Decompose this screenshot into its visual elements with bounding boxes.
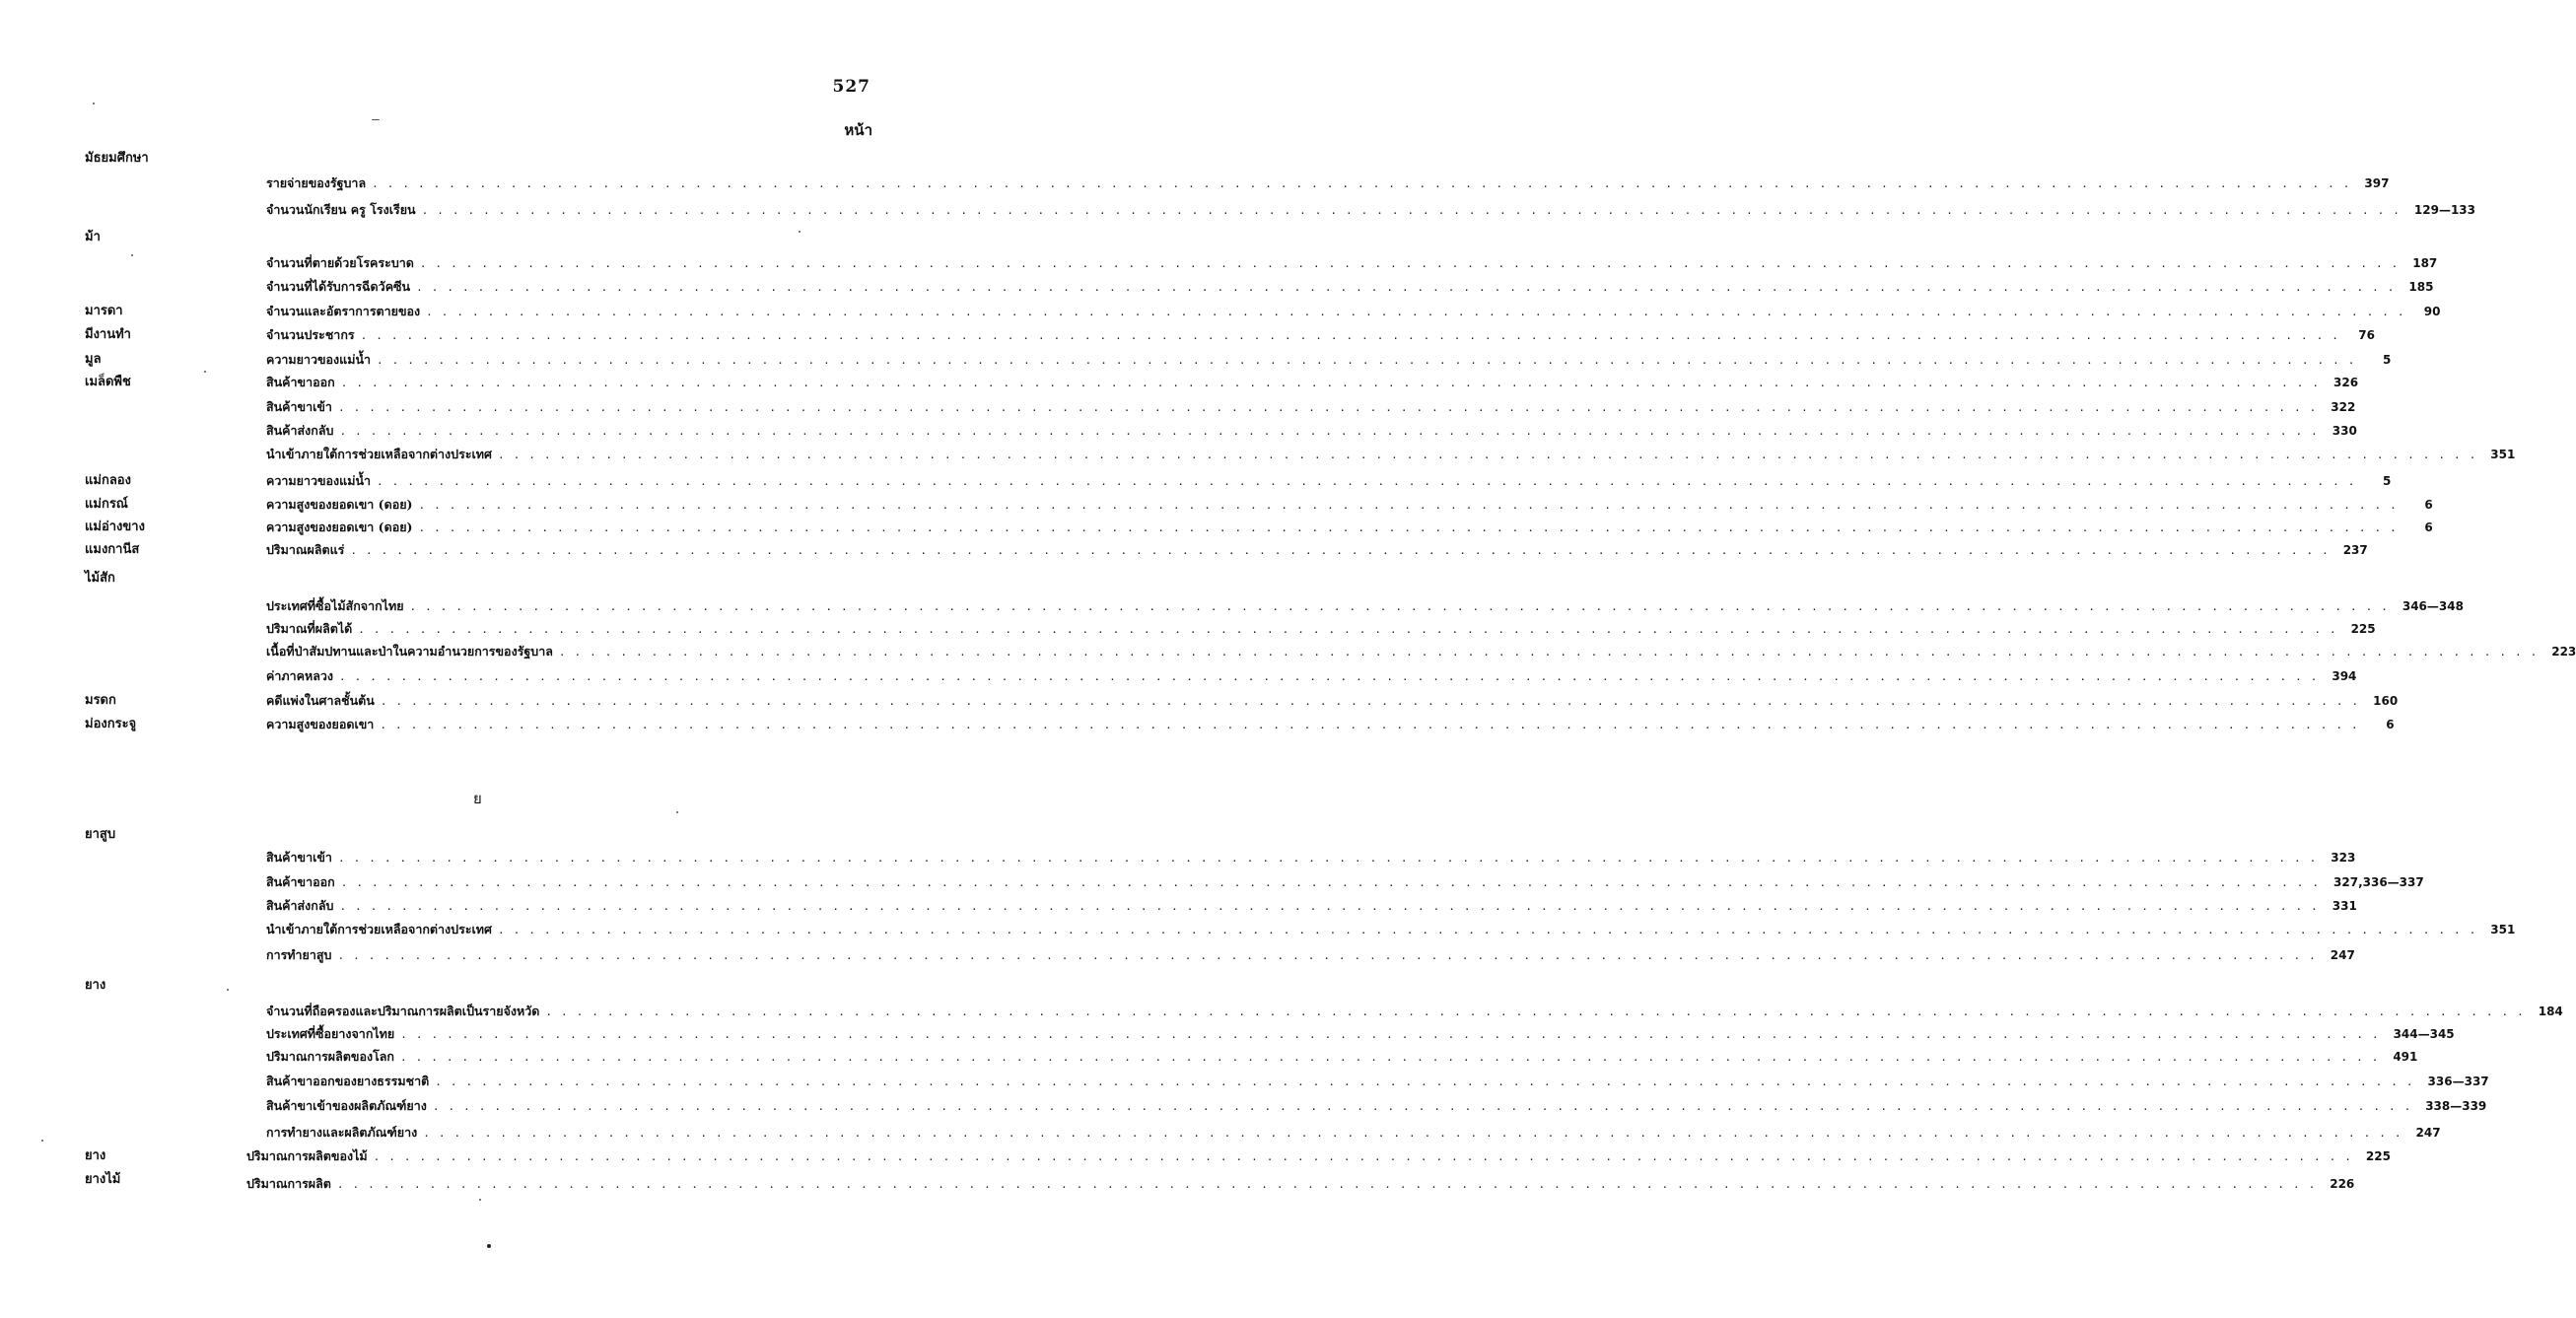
index-term: มีงานทำ	[85, 327, 131, 342]
entry-label: สินค้าส่งกลับ	[266, 898, 334, 913]
entry-page: 351	[2490, 448, 2516, 461]
index-entry	[266, 1003, 2563, 1020]
entry-page: 338—339	[2425, 1099, 2487, 1113]
index-term: ยาสูบ	[85, 827, 116, 842]
scan-speck	[204, 371, 206, 373]
entry-page: 330	[2332, 424, 2357, 438]
entry-page: 225	[2350, 622, 2376, 636]
entry-label: นำเข้าภายใต้การช่วยเหลือจากต่างประเทศ	[266, 922, 492, 936]
dot-leader	[337, 947, 2324, 965]
index-entry	[246, 1175, 2355, 1193]
index-term: ยาง	[85, 1148, 106, 1163]
entry-page: 5	[2382, 353, 2392, 367]
entry-label: สินค้าขาออก	[266, 375, 335, 389]
entry-label: สินค้าขาเข้าของผลิตภัณฑ์ยาง	[266, 1098, 427, 1113]
scan-speck	[372, 119, 380, 120]
dot-leader	[498, 922, 2484, 939]
entry-page: 327,336—337	[2333, 875, 2424, 889]
entry-label: ประเทศที่ซื้อไม้สักจากไทย	[266, 598, 404, 613]
entry-page: 351	[2490, 923, 2516, 936]
index-entry	[266, 254, 2438, 272]
dot-leader	[433, 1098, 2419, 1116]
entry-label: ความยาวของแม่น้ำ	[266, 352, 372, 367]
dot-leader	[337, 1176, 2324, 1194]
entry-page: 6	[2424, 498, 2433, 512]
index-entry	[266, 597, 2464, 615]
entry-page: 394	[2332, 669, 2357, 683]
entry-label: จำนวนที่ตายด้วยโรคระบาด	[266, 255, 414, 270]
scan-speck	[93, 103, 95, 104]
dot-leader	[420, 255, 2406, 273]
entry-label: ปริมาณการผลิตของโลก	[266, 1049, 395, 1064]
entry-page: 187	[2412, 256, 2438, 270]
dot-leader	[423, 1125, 2409, 1143]
dot-leader	[358, 621, 2344, 639]
index-entry	[266, 692, 2399, 710]
dot-leader	[380, 717, 2366, 734]
index-entry	[266, 921, 2516, 938]
entry-label: สินค้าขาเข้า	[266, 850, 332, 865]
entry-label: สินค้าขาออกของยางธรรมชาติ	[266, 1074, 430, 1088]
scan-speck	[41, 1140, 43, 1142]
index-term: ยางไม้	[85, 1172, 121, 1187]
dot-leader	[416, 279, 2402, 297]
entry-label: เนื้อที่ป่าสัมปทานและป่าในความอำนวยการของรัฐบาล	[266, 644, 553, 659]
index-entry	[266, 1073, 2489, 1090]
entry-page: 160	[2373, 694, 2399, 708]
dot-leader	[374, 1148, 2360, 1166]
index-term: แมงกานีส	[85, 542, 140, 557]
index-term: มูล	[85, 352, 102, 367]
index-entry	[266, 946, 2355, 964]
dot-leader	[338, 399, 2325, 417]
index-term: มรดก	[85, 693, 116, 708]
entry-label: คดีแพ่งในศาลชั้นต้น	[266, 693, 375, 708]
page-column-header: หน้า	[844, 121, 872, 139]
entry-page: 397	[2364, 176, 2390, 190]
entry-page: 223	[2551, 645, 2576, 659]
entry-page: 322	[2331, 400, 2356, 414]
entry-page: 237	[2342, 543, 2368, 557]
dot-leader	[418, 497, 2404, 515]
entry-label: ปริมาณการผลิตของไม้	[246, 1148, 368, 1163]
entry-label: จำนวนที่ถือครองและปริมาณการผลิตเป็นรายจังหวัด	[266, 1004, 540, 1018]
entry-page: 344—345	[2393, 1027, 2455, 1041]
entry-page: 226	[2330, 1177, 2355, 1191]
entry-label: จำนวนประชากร	[266, 327, 355, 342]
index-entry	[266, 873, 2424, 891]
entry-page: 90	[2423, 305, 2441, 318]
entry-page: 225	[2365, 1149, 2391, 1163]
index-term: แม่กลอง	[85, 473, 131, 488]
index-entry	[266, 849, 2356, 867]
entry-page: 331	[2332, 899, 2357, 913]
dot-leader	[381, 693, 2367, 711]
dot-leader	[338, 850, 2325, 867]
index-entry	[266, 1097, 2487, 1115]
index-entry	[266, 1025, 2455, 1043]
dot-leader	[422, 202, 2408, 220]
entry-page: 5	[2382, 474, 2392, 488]
dot-leader	[400, 1026, 2387, 1044]
index-entry	[266, 278, 2434, 296]
dot-leader	[341, 375, 2328, 392]
index-term: ยาง	[85, 978, 106, 993]
index-entry	[266, 303, 2441, 320]
entry-label: ค่าภาคหลวง	[266, 668, 334, 683]
index-term: มารดา	[85, 304, 123, 318]
entry-page: 491	[2393, 1050, 2418, 1064]
scan-speck	[479, 1199, 481, 1201]
index-entry	[266, 716, 2395, 733]
dot-leader	[339, 668, 2326, 686]
entry-page: 247	[2330, 948, 2355, 962]
dot-leader	[435, 1074, 2421, 1091]
entry-label: จำนวนที่ได้รับการฉีดวัคซีน	[266, 279, 411, 294]
index-entry	[266, 1124, 2441, 1142]
index-entry	[266, 201, 2476, 219]
dot-leader	[341, 874, 2328, 892]
entry-page: 326	[2333, 376, 2359, 389]
scan-speck	[487, 1244, 491, 1248]
dot-leader	[400, 1049, 2387, 1067]
index-entry	[266, 422, 2357, 440]
dot-leader	[498, 447, 2484, 464]
entry-label: สินค้าส่งกลับ	[266, 423, 334, 438]
index-entry	[266, 398, 2356, 416]
index-entry	[266, 541, 2368, 559]
entry-label: สินค้าขาออก	[266, 874, 335, 889]
dot-leader	[339, 898, 2326, 916]
index-entry	[266, 351, 2392, 369]
dot-leader	[339, 423, 2326, 441]
index-term: ไม้สัก	[85, 571, 115, 586]
entry-label: ปริมาณที่ผลิตได้	[266, 621, 353, 636]
scan-speck	[131, 254, 133, 256]
dot-leader	[426, 304, 2412, 321]
index-entry	[266, 1048, 2418, 1066]
index-term: ม่องกระจู	[85, 717, 137, 731]
scan-speck	[799, 231, 801, 233]
index-entry	[266, 326, 2375, 344]
index-entry	[266, 446, 2516, 463]
entry-page: 247	[2415, 1126, 2441, 1140]
entry-page: 76	[2358, 328, 2375, 342]
entry-label: ความสูงของยอดเขา (ดอย)	[266, 497, 413, 512]
entry-label: ปริมาณการผลิต	[246, 1176, 331, 1191]
index-entry	[266, 620, 2376, 638]
dot-leader	[377, 473, 2363, 491]
entry-page: 323	[2331, 851, 2356, 865]
index-entry	[266, 174, 2390, 192]
entry-label: ความสูงของยอดเขา (ดอย)	[266, 520, 413, 534]
index-entry	[266, 496, 2433, 514]
entry-label: สินค้าขาเข้า	[266, 399, 332, 414]
scan-speck	[227, 989, 229, 991]
entry-label: นำเข้าภายใต้การช่วยเหลือจากต่างประเทศ	[266, 447, 492, 461]
index-term: มัธยมศึกษา	[85, 151, 149, 166]
dot-leader	[377, 352, 2363, 370]
index-entry	[266, 472, 2392, 490]
index-entry	[266, 897, 2357, 915]
scan-speck	[676, 811, 678, 813]
entry-label: จำนวนและอัตราการตายของ	[266, 304, 421, 318]
dot-leader	[559, 644, 2545, 661]
dot-leader	[545, 1004, 2532, 1021]
entry-label: ความสูงของยอดเขา	[266, 717, 375, 731]
dot-leader	[410, 598, 2397, 616]
entry-label: ปริมาณผลิตแร่	[266, 542, 345, 557]
entry-page: 129—133	[2413, 203, 2476, 217]
index-term: เมล็ดพืช	[85, 375, 131, 389]
dot-leader	[372, 175, 2358, 193]
entry-page: 6	[2424, 520, 2433, 534]
page-number: 527	[832, 77, 870, 97]
index-term: แม่อ่างขาง	[85, 520, 145, 534]
index-entry	[266, 667, 2357, 685]
index-entry	[266, 374, 2359, 391]
entry-label: การทำยางและผลิตภัณฑ์ยาง	[266, 1125, 418, 1140]
entry-label: ความยาวของแม่น้ำ	[266, 473, 372, 488]
entry-page: 336—337	[2427, 1075, 2489, 1088]
entry-label: จำนวนนักเรียน ครู โรงเรียน	[266, 202, 416, 217]
entry-page: 346—348	[2402, 599, 2464, 613]
index-term: ม้า	[85, 230, 101, 244]
index-entry	[266, 643, 2576, 660]
index-entry	[266, 519, 2433, 536]
dot-leader	[418, 520, 2404, 537]
entry-label: รายจ่ายของรัฐบาล	[266, 175, 367, 190]
index-entry	[246, 1147, 2391, 1165]
dot-leader	[361, 327, 2347, 345]
entry-label: การทำยาสูบ	[266, 947, 332, 962]
entry-label: ประเทศที่ซื้อยางจากไทย	[266, 1026, 395, 1041]
section-letter: ย	[473, 790, 482, 807]
entry-page: 185	[2408, 280, 2434, 294]
entry-page: 184	[2538, 1005, 2563, 1018]
entry-page: 6	[2386, 718, 2395, 731]
index-term: แม่กรณ์	[85, 497, 128, 512]
dot-leader	[350, 542, 2336, 560]
